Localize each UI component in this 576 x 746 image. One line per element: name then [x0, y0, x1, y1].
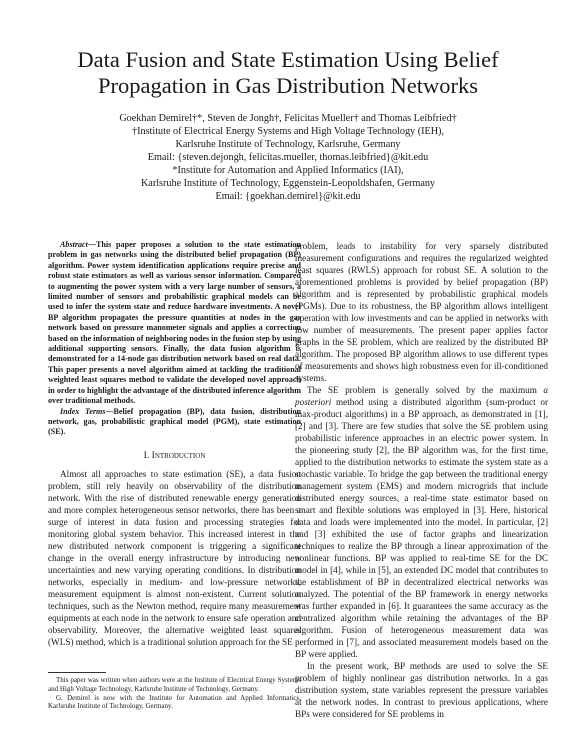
index-terms-text: —Belief propagation (BP), data fusion, distribution network, gas, probabilistic graphical model (PGM), state estimation (SE).: [48, 406, 302, 437]
affiliation-1: †Institute of Electrical Energy Systems and High Voltage Technology (IEH),: [131, 126, 444, 137]
left-column: [48, 240, 301, 648]
index-terms: [48, 407, 301, 438]
email-2: Email: {goekhan.demirel}@kit.edu: [215, 191, 361, 202]
footnote-1: This paper was written when authors were at the Institute of Electrical Energy Systems and High Voltage Technology, Karlsruhe Institute of Technology, Germany.: [48, 676, 301, 693]
intro-paragraph-1: Almost all approaches to state estimation (SE), a data fusion problem, still rely heavily on observability of the distribution network. With the rise of distributed renewable energy generation and more complex heterogeneous sensor networks, there has been a surge of interest in data fusion and processing strategies for monitoring global system behavior. This increased interest in the new distributed network component is triggering a significant change in the overall energy infrastructure by introducing new uncertainties and new varying operating conditions. In distribution networks, especially in medium- and low-pressure networks, measurement equipment is almost non-existent. Current solution techniques, such as the Newton method, require many measurement equipments at each node in the network to ensure safe operation and observability. Moreover, the alternative weighted least squares (WLS) method, which is a traditional solution approach for the SE: [48, 468, 301, 647]
right-paragraph-3: In the present work, BP methods are used to solve the SE problem of highly nonlinear gas distribution networks. In a gas distribution system, state variables represent the pressure variables at the network nodes. In contrast to previous applications, where BPs were considered for SE problems in: [295, 661, 548, 719]
abstract-text: —This paper proposes a solution to the state estimation problem in gas networks using the distributed belief propagation (BP) algorithm. Power system identification applications require precise and robust state estimators as well as various sensor information. Compared to augmenting the power system with a very large number of sensors, a limited number of sensors and probabilistic graphical models can be used to infer the system state and reduce hardware investments. A novel BP algorithm propagates the pressure quantities at nodes in the gas network based on pressure manometer signals and applies a correction based on the information of neighboring nodes in the fusion step by using additional supporting sensors. Finally, the data fusion algorithm is demonstrated for a 14-node gas distribution network based on real data. This paper presents a novel algorithm aimed at tackling the traditional weighted least squares method to validate the developed novel approach in order to highlight the advantage of the distributed inference algorithm over traditional methods.: [48, 240, 301, 406]
abstract: [48, 240, 301, 407]
author-block: [40, 112, 536, 203]
right-paragraph-1: problem, leads to instability for very sparsely distributed measurement configurations and requires the regularized weighted least squares (RWLS) approach for robust SE. A solution to the aforementioned problems is provided by belief propagation (BP) algorithm and is represented by probabilistic graphical models (PGMs). Due to its robustness, the BP algorithm allows intelligent operation with low investments and can be applied in networks with low number of measurements. The present paper applies factor graphs in the SE problem, which are realized by the distributed BP algorithm. The proposed BP algorithm allows to use different types of measurements and shows high robustness even for ill-conditioned systems.: [295, 241, 548, 383]
email-1: Email: {steven.dejongh, felicitas.mueller, thomas.leibfried}@kit.edu: [147, 152, 429, 163]
footnote-2: G. Demirel is now with the Institute for Automation and Applied Informatics, Karlsruhe Institute of Technology, Germany.: [48, 693, 301, 711]
author-names: Goekhan Demirel†*, Steven de Jongh†, Felicitas Mueller† and Thomas Leibfried†: [119, 113, 457, 124]
right-paragraph-2: [295, 384, 548, 660]
index-terms-label: Index Terms: [60, 406, 106, 416]
paragraph-2-post: method using a distributed algorithm (sum-product or max-product algorithms) in a BP approach, as demonstrated in [1], [2] and [3]. There are few studies that solve the SE problem using probabilistic inference approaches in an electric power system. In the pioneering study [2], the BP algorithm was, for the first time, applied to the distribution networks to estimate the system state as a stochastic variable. To bridge the gap between the traditional energy management system (EMS) and modern microgrids that include distributed energy sources, a real-time state estimator based on smart and flexible solutions was employed in [3]. Here, historical data and loads were implemented into the model. In particular, [2] and [3] exhibited the use of factor graphs and linearization techniques to realize the BP through a linear approximation of the nonlinear functions. BP was applied to real-time SE for the DC model in [4], while in [5], an extended DC model that contributes to the establishment of BP in decentralized electrical networks was analyzed. The potential of the BP framework in energy networks was further expanded in [6]. It guarantees the same accuracy as the centralized algorithm while retaining the advantages of the BP algorithm. Fusion of heterogeneous measurement data was performed in [7], and associated measurement models based on the BP were applied.: [295, 397, 548, 659]
paragraph-2-pre: The SE problem is generally solved by the maximum: [307, 385, 544, 395]
affiliation-2-location: Karlsruhe Institute of Technology, Eggenstein-Leopoldshafen, Germany: [140, 178, 436, 189]
section-title: Introduction: [151, 449, 206, 461]
section-heading-introduction: [48, 450, 301, 462]
title-line-2: Propagation in Gas Distribution Networks: [98, 73, 478, 98]
paragraph-2-emphasis: a posteriori: [295, 385, 548, 407]
right-column: [295, 240, 548, 720]
affiliation-1-location: Karlsruhe Institute of Technology, Karlsruhe, Germany: [175, 139, 401, 150]
title-line-1: Data Fusion and State Estimation Using Belief: [77, 47, 499, 72]
abstract-label: Abstract: [60, 240, 88, 249]
paper-title: [40, 47, 536, 99]
footnote-rule: [48, 672, 106, 673]
footnotes: [48, 672, 301, 711]
affiliation-2: *Institute for Automation and Applied Informatics (IAI),: [172, 165, 404, 176]
section-numeral: I.: [143, 449, 150, 461]
